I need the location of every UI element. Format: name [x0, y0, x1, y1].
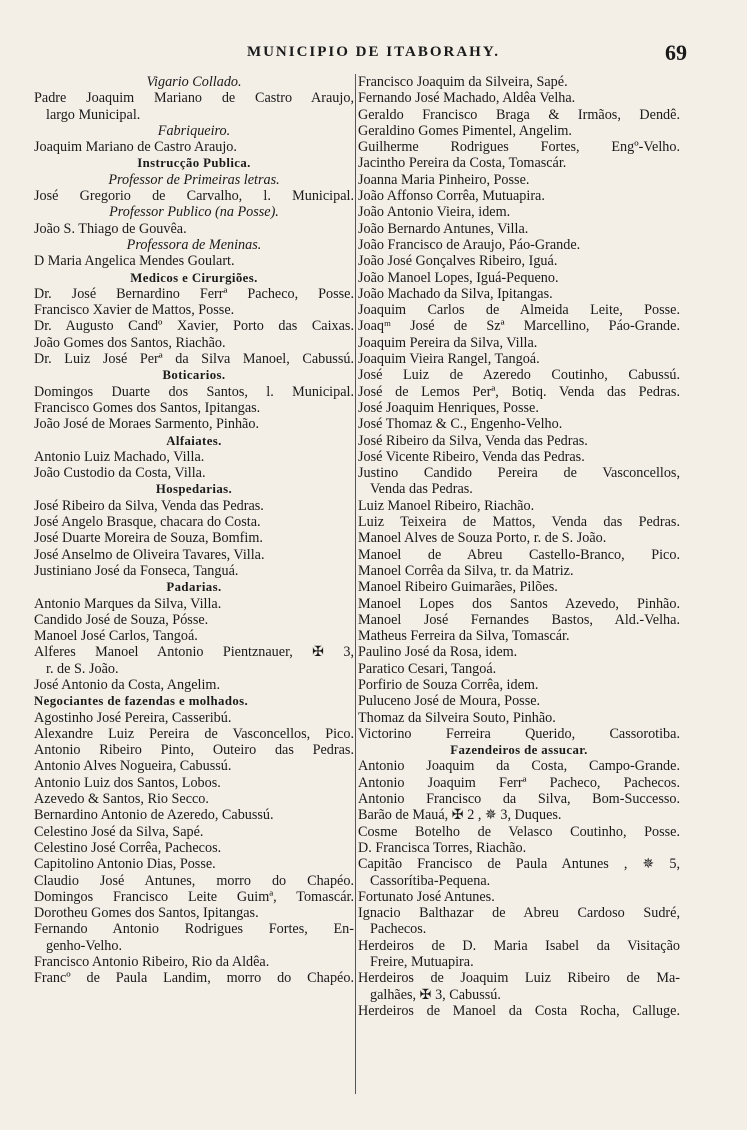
- directory-entry: João Bernardo Antunes, Villa.: [358, 220, 529, 237]
- directory-entry: Antonio Alves Nogueira, Cabussú.: [34, 758, 232, 775]
- directory-entry: João José de Moraes Sarmento, Pinhão.: [34, 416, 259, 433]
- directory-entry: Paratico Cesari, Tangoá.: [358, 660, 497, 677]
- directory-entry: Joaqᵐ José de Szª Marcellino, Páo-Grande.: [358, 318, 680, 335]
- directory-entry: Francisco Xavier de Mattos, Posse.: [34, 302, 235, 319]
- directory-entry: Matheus Ferreira da Silva, Tomascár.: [358, 628, 570, 645]
- directory-entry: largo Municipal.: [46, 106, 141, 123]
- directory-entry: Manoel José Fernandes Bastos, Ald.-Velha.: [358, 611, 680, 628]
- directory-entry: João Machado da Silva, Ipitangas.: [358, 285, 553, 302]
- directory-entry: Porfirio de Souza Corrêa, idem.: [358, 676, 539, 693]
- left-column: [34, 74, 354, 987]
- directory-entry: José Ribeiro da Silva, Venda das Pedras.: [358, 432, 588, 449]
- directory-entry: Fortunato José Antunes.: [358, 888, 495, 905]
- section-heading: Professor Publico (na Posse).: [109, 204, 279, 221]
- directory-entry: Justiniano José da Fonseca, Tanguá.: [34, 562, 239, 579]
- section-heading: Negociantes de fazendas e molhados.: [34, 694, 249, 709]
- directory-entry: Joanna Maria Pinheiro, Posse.: [358, 171, 530, 188]
- section-heading: Hospedarias.: [155, 482, 233, 497]
- directory-entry: Antonio Marques da Silva, Villa.: [34, 595, 222, 612]
- section-heading: Professor de Primeiras letras.: [108, 171, 280, 188]
- directory-entry: Antonio Joaquim Ferrª Pacheco, Pachecos.: [358, 774, 680, 791]
- directory-entry: Geraldo Francisco Braga & Irmãos, Dendê.: [358, 106, 680, 123]
- directory-entry: Manoel Corrêa da Silva, tr. da Matriz.: [358, 562, 574, 579]
- directory-entry: Francisco Gomes dos Santos, Ipitangas.: [34, 399, 261, 416]
- directory-entry: D Maria Angelica Mendes Goulart.: [34, 253, 235, 270]
- section-heading: Boticarios.: [162, 368, 226, 383]
- directory-entry: Antonio Ribeiro Pinto, Outeiro das Pedras.: [34, 742, 354, 759]
- directory-entry: Victorino Ferreira Querido, Cassorotiba.: [358, 725, 680, 742]
- directory-entry: José Luiz de Azeredo Coutinho, Cabussú.: [358, 367, 680, 384]
- directory-entry: Manoel Ribeiro Guimarães, Pilões.: [358, 579, 558, 596]
- directory-entry: Padre Joaquim Mariano de Castro Araujo,: [34, 90, 354, 107]
- directory-entry: José Vicente Ribeiro, Venda das Pedras.: [358, 448, 585, 465]
- directory-entry: Alferes Manoel Antonio Pientznauer, ✠ 3,: [34, 644, 354, 661]
- directory-entry: Capitolino Antonio Dias, Posse.: [34, 856, 216, 873]
- directory-entry: Luiz Manoel Ribeiro, Riachão.: [358, 497, 535, 514]
- directory-entry: José Thomaz & C., Engenho-Velho.: [358, 416, 563, 433]
- directory-entry: Antonio Luiz dos Santos, Lobos.: [34, 774, 221, 791]
- directory-entry: Joaquim Carlos de Almeida Leite, Posse.: [358, 302, 680, 319]
- directory-entry: Domingos Duarte dos Santos, l. Municipal.: [34, 383, 354, 400]
- section-heading: Padarias.: [166, 580, 222, 595]
- directory-entry: Jacintho Pereira da Costa, Tomascár.: [358, 155, 567, 172]
- directory-entry: D. Francisca Torres, Riachão.: [358, 839, 527, 856]
- page-number: 69: [665, 40, 687, 65]
- directory-entry: Agostinho José Pereira, Casseribú.: [34, 709, 232, 726]
- directory-entry: Alexandre Luiz Pereira de Vasconcellos, Pico.: [34, 725, 354, 742]
- directory-entry: Francisco Joaquim da Silveira, Sapé.: [358, 74, 568, 90]
- section-heading: Professora de Meninas.: [126, 236, 262, 253]
- directory-entry: João José Gonçalves Ribeiro, Iguá.: [358, 253, 558, 270]
- directory-entry: Cosme Botelho de Velasco Coutinho, Posse.: [358, 823, 680, 840]
- section-heading: Alfaiates.: [166, 433, 222, 448]
- directory-entry: Antonio Luiz Machado, Villa.: [34, 448, 205, 465]
- directory-entry: Paulino José da Rosa, idem.: [358, 644, 518, 661]
- section-heading: Medicos e Cirurgiões.: [130, 270, 258, 285]
- directory-entry: Azevedo & Santos, Rio Secco.: [34, 791, 209, 808]
- directory-entry: José Anselmo de Oliveira Tavares, Villa.: [34, 546, 265, 563]
- directory-entry: Celestino José Corrêa, Pachecos.: [34, 839, 222, 856]
- directory-entry: Francisco Antonio Ribeiro, Rio da Aldêa.: [34, 954, 270, 971]
- directory-entry: José Antonio da Costa, Angelim.: [34, 676, 221, 693]
- right-column: [358, 74, 680, 1019]
- directory-entry: Celestino José da Silva, Sapé.: [34, 823, 204, 840]
- directory-entry: Manoel Alves de Souza Porto, r. de S. João.: [358, 530, 607, 547]
- directory-entry: Dr. José Bernardino Ferrª Pacheco, Posse.: [34, 285, 354, 302]
- directory-entry: José de Lemos Perª, Botiq. Venda das Pedras.: [358, 383, 680, 400]
- directory-entry: João Custodio da Costa, Villa.: [34, 465, 206, 482]
- directory-entry: Thomaz da Silveira Souto, Pinhão.: [358, 709, 556, 726]
- directory-entry: r. de S. João.: [46, 660, 119, 677]
- directory-entry: galhães, ✠ 3, Cabussú.: [370, 986, 501, 1003]
- directory-entry: Joaquim Mariano de Castro Araujo.: [34, 139, 237, 156]
- section-heading: Fabriqueiro.: [157, 122, 231, 139]
- directory-entry: João Francisco de Araujo, Páo-Grande.: [358, 236, 581, 253]
- directory-entry: Joaquim Vieira Rangel, Tangoá.: [358, 351, 540, 368]
- directory-entry: Bernardino Antonio de Azeredo, Cabussú.: [34, 807, 274, 824]
- directory-entry: Domingos Francisco Leite Guimª, Tomascár.: [34, 888, 354, 905]
- directory-entry: Fernando Antonio Rodrigues Fortes, En-: [34, 921, 354, 938]
- directory-entry: genho-Velho.: [46, 937, 123, 954]
- directory-entry: Candido José de Souza, Pósse.: [34, 611, 209, 628]
- directory-entry: Herdeiros de Manoel da Costa Rocha, Calluge.: [358, 1002, 680, 1019]
- directory-entry: Manoel Lopes dos Santos Azevedo, Pinhão.: [358, 595, 680, 612]
- section-heading: Instrucção Publica.: [137, 156, 251, 171]
- directory-entry: Joaquim Pereira da Silva, Villa.: [358, 334, 538, 351]
- page-header: [0, 40, 747, 66]
- directory-entry: Fernando José Machado, Aldêa Velha.: [358, 90, 576, 107]
- directory-entry: José Gregorio de Carvalho, l. Municipal.: [34, 188, 354, 205]
- directory-entry: José Duarte Moreira de Souza, Bomfim.: [34, 530, 263, 547]
- directory-entry: Guilherme Rodrigues Fortes, Engº-Velho.: [358, 139, 680, 156]
- directory-entry: Claudio José Antunes, morro do Chapéo.: [34, 872, 354, 889]
- directory-entry: Antonio Francisco da Silva, Bom-Successo.: [358, 791, 680, 808]
- directory-entry: Francº de Paula Landim, morro do Chapéo.: [34, 970, 354, 987]
- directory-entry: João Antonio Vieira, idem.: [358, 204, 511, 221]
- directory-entry: João Gomes dos Santos, Riachão.: [34, 334, 226, 351]
- directory-entry: José Ribeiro da Silva, Venda das Pedras.: [34, 497, 264, 514]
- section-heading: Fazendeiros de assucar.: [450, 743, 588, 758]
- directory-entry: Ignacio Balthazar de Abreu Cardoso Sudré,: [358, 905, 680, 922]
- directory-entry: Pachecos.: [370, 921, 427, 938]
- directory-entry: José Angelo Brasque, chacara do Costa.: [34, 514, 261, 531]
- page-title: MUNICIPIO DE ITABORAHY.: [246, 44, 501, 60]
- directory-entry: Dr. Augusto Candº Xavier, Porto das Caixas.: [34, 318, 354, 335]
- directory-entry: Capitão Francisco de Paula Antunes , ✵ 5,: [358, 856, 680, 873]
- directory-entry: Venda das Pedras.: [370, 481, 473, 498]
- directory-entry: Dorotheu Gomes dos Santos, Ipitangas.: [34, 905, 259, 922]
- directory-entry: Luiz Teixeira de Mattos, Venda das Pedras.: [358, 514, 680, 531]
- directory-entry: Antonio Joaquim da Costa, Campo-Grande.: [358, 758, 680, 775]
- directory-entry: João Affonso Corrêa, Mutuapira.: [358, 188, 545, 205]
- directory-entry: Cassorítiba-Pequena.: [370, 872, 491, 889]
- directory-entry: Justino Candido Pereira de Vasconcellos,: [358, 465, 680, 482]
- directory-entry: João Manoel Lopes, Iguá-Pequeno.: [358, 269, 559, 286]
- directory-entry: Manoel de Abreu Castello-Branco, Pico.: [358, 546, 680, 563]
- section-heading: Vigario Collado.: [146, 74, 242, 90]
- directory-entry: Manoel José Carlos, Tangoá.: [34, 628, 198, 645]
- directory-entry: Puluceno José de Moura, Posse.: [358, 693, 541, 710]
- directory-entry: João S. Thiago de Gouvêa.: [34, 220, 187, 237]
- directory-entry: Barão de Mauá, ✠ 2 , ✵ 3, Duques.: [358, 807, 562, 824]
- column-divider: [355, 74, 356, 1094]
- directory-entry: Geraldino Gomes Pimentel, Angelim.: [358, 122, 572, 139]
- directory-entry: Herdeiros de D. Maria Isabel da Visitação: [358, 937, 680, 954]
- directory-entry: Herdeiros de Joaquim Luiz Ribeiro de Ma-: [358, 970, 680, 987]
- directory-entry: José Joaquim Henriques, Posse.: [358, 399, 539, 416]
- directory-entry: Dr. Luiz José Perª da Silva Manoel, Cabussú.: [34, 351, 354, 368]
- directory-entry: Freire, Mutuapira.: [370, 954, 474, 971]
